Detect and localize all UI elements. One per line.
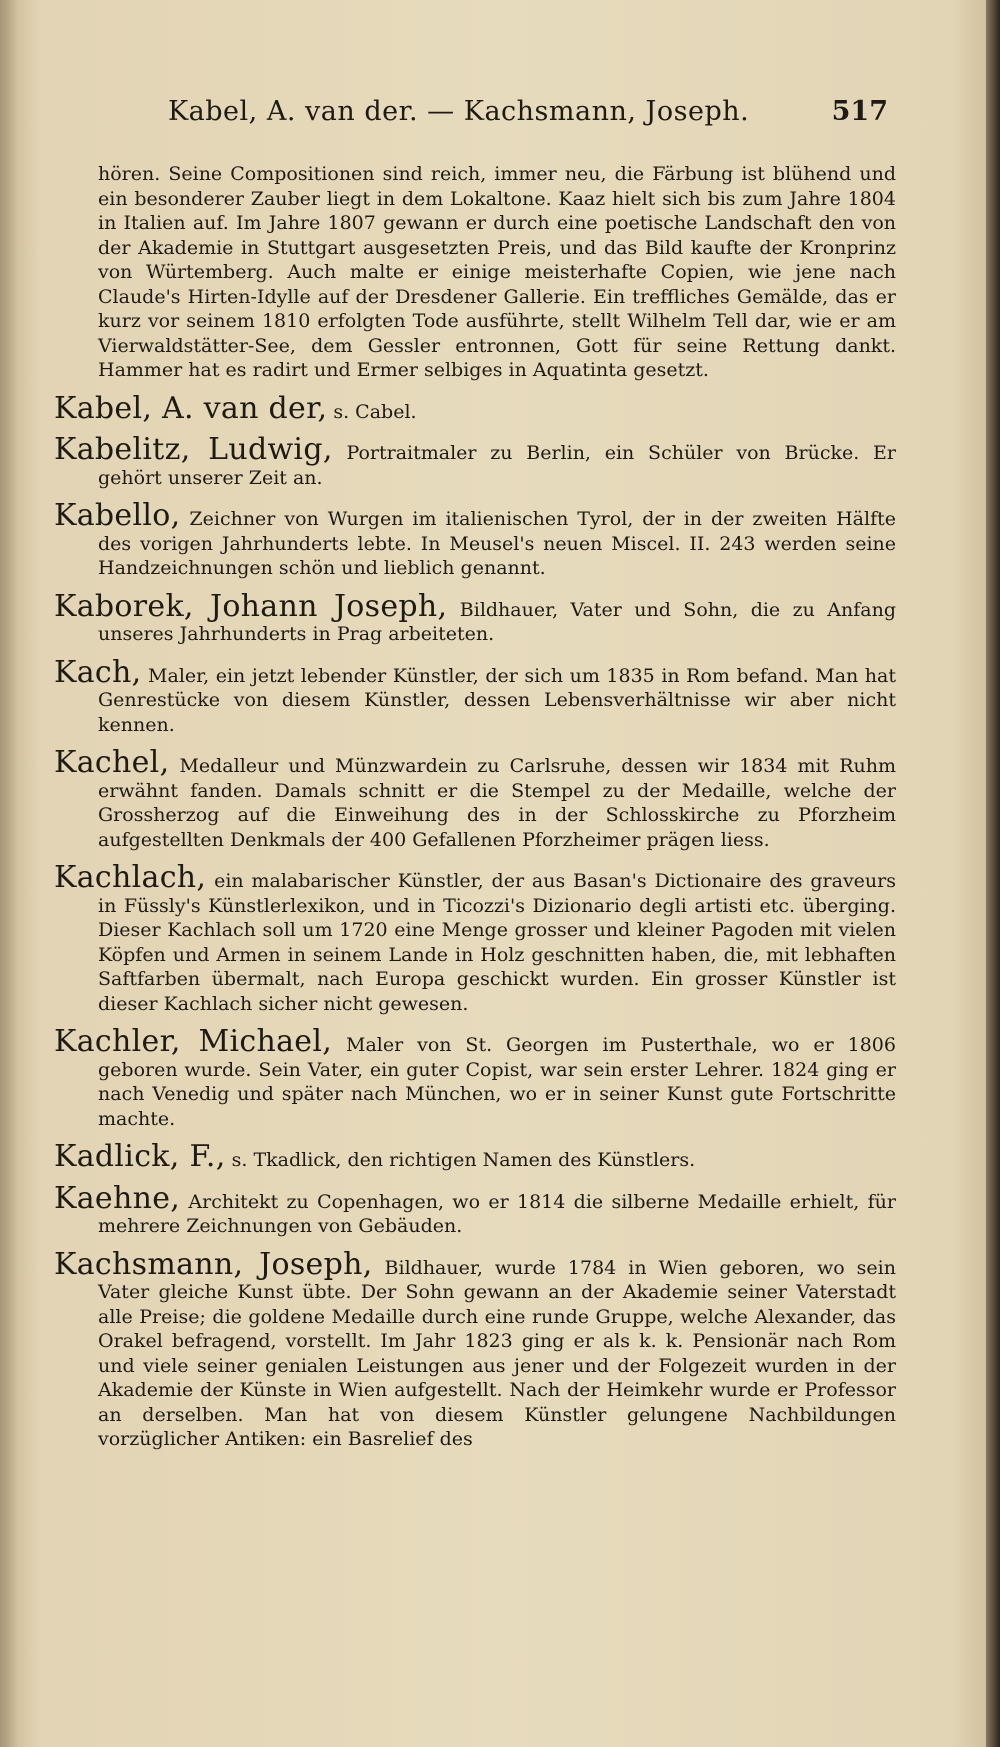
entry-text: Maler, ein jetzt lebender Künstler, der sich um 1835 in Rom befand. Man hat Genrestücke von diesem Künstler, dessen Lebensverhältnisse wir aber nicht kennen. [98,664,897,736]
entry-text: Portraitmaler zu Berlin, ein Schüler von Brücke. Er gehört unserer Zeit an. [98,442,896,489]
entry-text: s. Cabel. [333,400,417,423]
page-body [54,162,896,1466]
entry-text: Architekt zu Copenhagen, wo er 1814 die silberne Medaille erhielt, für mehrere Zeichnungen von Gebäuden. [98,1190,896,1237]
page-header [168,96,888,136]
entry-headword: Kabello, [54,498,181,533]
entry-text: ein malabarischer Künstler, der aus Basan's Dictionaire des graveurs in Füssly's Künstlerlexikon, und in Ticozzi's Dizionario degli artisti etc. überging. Dieser Kachlach soll um 1720 eine Menge grosser und kleiner Pagoden mit vielen Köpfen und Armen in seinem Lande in Holz geschnitten haben, die, mit lebhaften Saftfarben übermalt, nach Europa geschickt wurden. Ein grosser Künstler ist dieser Kachlach sicher nicht gewesen. [98,870,896,1015]
entry-text: Bildhauer, wurde 1784 in Wien geboren, wo sein Vater gleiche Kunst übte. Der Sohn gewann an der Akademie seiner Vaterstadt alle Preise; die goldene Medaille durch eine runde Gruppe, welche Alexander, das Orakel befragend, vorstellt. Im Jahr 1823 ging er als k. k. Pensionär nach Rom und viele seiner genialen Leistungen aus jener und der Folgezeit wurden in der Akademie der Künste in Wien aufgestellt. Nach der Heimkehr wurde er Professor an derselben. Man hat von diesem Künstler gelungene Nachbildungen vorzüglicher Antiken: ein Basrelief des [98,1256,896,1450]
entry-text: Zeichner von Wurgen im italienischen Tyrol, der in der zweiten Hälfte des vorigen Jahrhunderts lebte. In Meusel's neuen Miscel. II. 243 werden seine Handzeichnungen schön und lieblich genannt. [98,508,896,579]
intro-continuation [54,162,896,383]
entry-kachlach [54,860,896,1016]
entry-kachsmann [54,1246,896,1452]
entry-kabello [54,498,896,581]
entry-kachel [54,745,897,852]
entry-kadlick [54,1139,896,1174]
entry-headword: Kabel, A. van der, [54,390,328,426]
entry-text: Medalleur und Münzwardein zu Carlsruhe, dessen wir 1834 mit Ruhm erwähnt fanden. Damals schnitt er die Stempel zu der Medaille, welche der Grossherzog auf die Einweihung des in der Schlosskirche zu Pforzheim aufgestellten Denkmals der 400 Gefallenen Pforzheimer prägen liess. [98,755,897,851]
entry-headword: Kachler, Michael, [54,1024,333,1059]
intro-text: hören. Seine Compositionen sind reich, immer neu, die Färbung ist blühend und ein besonderer Zauber liegt in dem Lokaltone. Kaaz hielt sich bis zum Jahre 1804 in Italien auf. Im Jahre 1807 gewann er durch eine poetische Landschaft den von der Akademie in Stuttgart ausgesetzten Preis, und das Bild kaufte der Kronprinz von Würtemberg. Auch malte er einige meisterhafte Copien, wie jene nach Claude's Hirten-Idylle auf der Dresdener Gallerie. Ein treffliches Gemälde, das er kurz vor seinem 1810 erfolgten Tode ausführte, stellt Wilhelm Tell dar, wie er am Vierwaldstätter-See, dem Gessler entronnen, Gott für seine Rettung dankt. Hammer hat es radirt und Ermer selbiges in Aquatinta gesetzt. [98,163,896,381]
running-head: Kabel, A. van der. — Kachsmann, Joseph. [168,96,750,127]
entry-kach [54,654,897,738]
page-number: 517 [831,96,888,127]
entry-headword: Kachsmann, Joseph, [54,1246,373,1282]
entry-kabelitz [54,432,896,490]
entry-headword: Kadlick, F., [54,1139,226,1174]
entry-text: Maler von St. Georgen im Pusterthale, wo er 1806 geboren wurde. Sein Vater, ein guter Copist, war sein erster Lehrer. 1824 ging er nach Venedig und später nach München, wo er in seiner Kunst gute Fortschritte machte. [98,1034,896,1130]
book-spine-edge [986,0,1000,1747]
entry-headword: Kabelitz, Ludwig, [54,432,333,467]
entry-kachler [54,1024,896,1131]
entry-kaborek [54,588,896,647]
entry-headword: Kaehne, [54,1180,181,1216]
entry-headword: Kachlach, [54,860,207,895]
entry-text: s. Tkadlick, den richtigen Namen des Künstlers. [231,1149,696,1171]
entry-headword: Kachel, [54,745,170,780]
entry-text: Bildhauer, Vater und Sohn, die zu Anfang unseres Jahrhunderts in Prag arbeiteten. [98,598,896,645]
entry-headword: Kach, [54,654,142,690]
entry-kaehne [54,1180,896,1239]
page-left-edge-shadow [0,0,18,1747]
entry-kabel [54,390,896,426]
entry-headword: Kaborek, Johann Joseph, [54,588,448,624]
